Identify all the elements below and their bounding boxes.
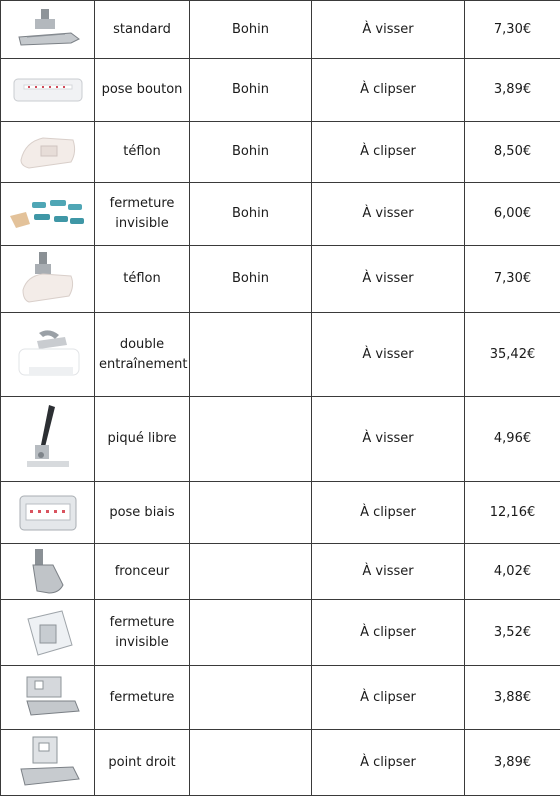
price: 3,52€ (465, 600, 560, 666)
fixing-type: À visser (312, 183, 465, 246)
table-row (1, 313, 560, 397)
foot-type: fermeture invisible (95, 600, 190, 666)
price: 35,42€ (465, 313, 560, 397)
price: 4,96€ (465, 397, 560, 482)
brand (190, 600, 312, 666)
price: 6,00€ (465, 183, 560, 246)
table-row (1, 1, 560, 59)
fixing-type: À visser (312, 397, 465, 482)
brand (190, 397, 312, 482)
brand (190, 482, 312, 544)
product-image-cell (1, 246, 95, 313)
table-row (1, 397, 560, 482)
presser-foot-invisible-zipper-icon (18, 605, 78, 661)
fixing-type: À visser (312, 544, 465, 600)
presser-foot-straight-stitch-icon (13, 733, 83, 793)
foot-type: point droit (95, 730, 190, 796)
brand: Bohin (190, 59, 312, 122)
foot-type: piqué libre (95, 397, 190, 482)
product-image-cell (1, 59, 95, 122)
foot-type: fermeture (95, 666, 190, 730)
brand: Bohin (190, 183, 312, 246)
presser-foot-walking-foot-icon (9, 323, 87, 387)
presser-foot-free-motion-icon (15, 403, 81, 475)
brand (190, 313, 312, 397)
brand (190, 666, 312, 730)
fixing-type: À clipser (312, 600, 465, 666)
fixing-type: À visser (312, 1, 465, 59)
foot-type: téflon (95, 246, 190, 313)
fixing-type: À clipser (312, 730, 465, 796)
price: 3,89€ (465, 730, 560, 796)
price: 12,16€ (465, 482, 560, 544)
table-row (1, 666, 560, 730)
price: 8,50€ (465, 122, 560, 183)
presser-foot-gathering-icon (23, 547, 73, 597)
table-row (1, 246, 560, 313)
brand: Bohin (190, 122, 312, 183)
table-row (1, 183, 560, 246)
table-row (1, 122, 560, 183)
price: 7,30€ (465, 246, 560, 313)
table-row (1, 59, 560, 122)
table-row (1, 730, 560, 796)
foot-type: fronceur (95, 544, 190, 600)
presser-foot-standard-icon (13, 7, 83, 53)
brand: Bohin (190, 1, 312, 59)
table-row (1, 482, 560, 544)
fixing-type: À clipser (312, 59, 465, 122)
foot-type: pose bouton (95, 59, 190, 122)
presser-foot-zipper-icon (13, 671, 83, 725)
presser-foot-bias-binding-icon (12, 488, 84, 538)
fixing-type: À visser (312, 246, 465, 313)
brand: Bohin (190, 246, 312, 313)
table-row (1, 544, 560, 600)
presser-foot-buttonhole-icon (10, 73, 86, 107)
price: 3,89€ (465, 59, 560, 122)
foot-type: fermeture invisible (95, 183, 190, 246)
presser-foot-invisible-zipper-set-icon (8, 194, 88, 234)
product-image-cell (1, 666, 95, 730)
product-image-cell (1, 730, 95, 796)
presser-foot-teflon-clip-icon (15, 130, 81, 174)
fixing-type: À clipser (312, 122, 465, 183)
brand (190, 730, 312, 796)
price: 7,30€ (465, 1, 560, 59)
foot-type: standard (95, 1, 190, 59)
fixing-type: À clipser (312, 482, 465, 544)
product-image-cell (1, 544, 95, 600)
presser-foot-teflon-screw-icon (15, 250, 81, 308)
fixing-type: À visser (312, 313, 465, 397)
product-image-cell (1, 313, 95, 397)
product-image-cell (1, 600, 95, 666)
fixing-type: À clipser (312, 666, 465, 730)
product-image-cell (1, 397, 95, 482)
product-image-cell (1, 482, 95, 544)
brand (190, 544, 312, 600)
price: 3,88€ (465, 666, 560, 730)
price: 4,02€ (465, 544, 560, 600)
foot-type: téflon (95, 122, 190, 183)
foot-type: double entraînement (95, 313, 190, 397)
product-image-cell (1, 1, 95, 59)
table-row (1, 600, 560, 666)
product-image-cell (1, 183, 95, 246)
product-image-cell (1, 122, 95, 183)
foot-type: pose biais (95, 482, 190, 544)
